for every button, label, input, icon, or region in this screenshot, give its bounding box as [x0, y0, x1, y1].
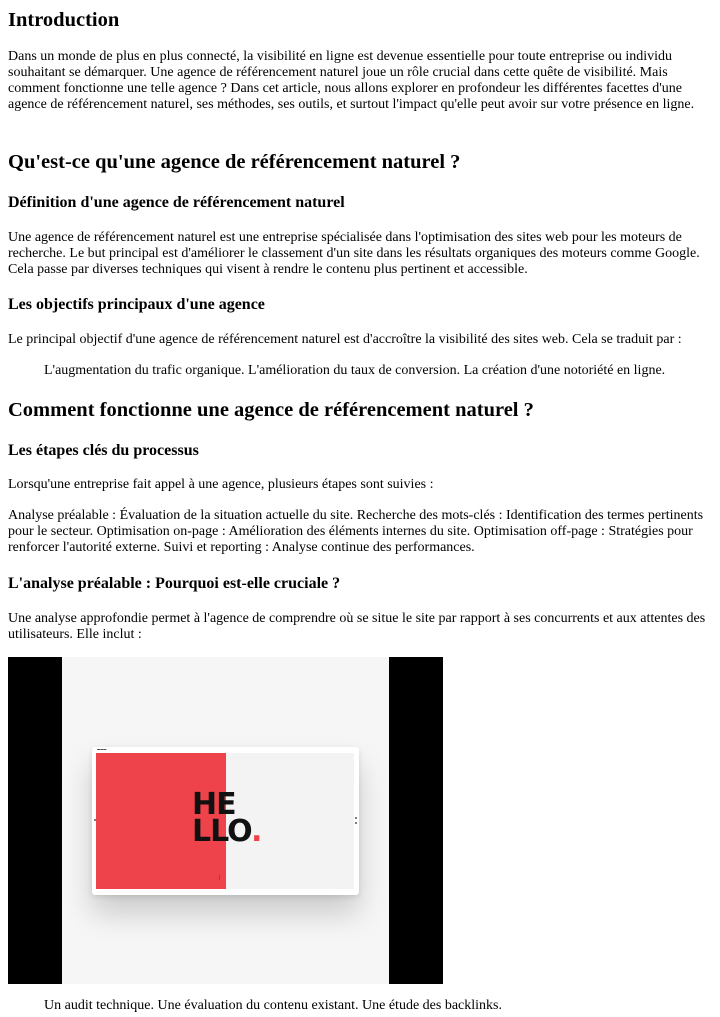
heading-definition: Définition d'une agence de référencement naturel [8, 194, 345, 211]
heading-key-steps: Les étapes clés du processus [8, 442, 199, 459]
nav-right-icon-2 [355, 822, 357, 824]
heading-how-it-works: Comment fonctionne une agence de référencement naturel ? [8, 399, 534, 421]
heading-objectives: Les objectifs principaux d'une agence [8, 296, 265, 313]
slide-text-line-2-label: LLO [192, 814, 252, 849]
paragraph-key-steps: Lorsqu'une entreprise fait appel à une agence, plusieurs étapes sont suivies : [8, 477, 434, 492]
paragraph-steps-list: Analyse préalable : Évaluation de la situation actuelle du site. Recherche des mots-clés : Identification des termes pertinents pour le secteur. Optimisation on-page : Amélioration des éléments internes du site. Optimisation off-page : Stratégies pour renforcer l'autorité externe. Suivi et reporting : Analyse continue des performances. [8, 508, 704, 555]
slide-tag-icon: ▬▬▬ [97, 747, 107, 751]
list-preliminary-analysis: Un audit technique. Une évaluation du contenu existant. Une étude des backlinks. [44, 998, 502, 1013]
heading-what-is-agency: Qu'est-ce qu'une agence de référencement naturel ? [8, 151, 461, 173]
paragraph-definition: Une agence de référencement naturel est une entreprise spécialisée dans l'optimisation des sites web pour les moteurs de recherche. Le but principal est d'améliorer le classement d'un site dans les résultats organiques des moteurs comme Google. Cela passe par diverses techniques qui visent à rendre le contenu plus pertinent et accessible. [8, 230, 700, 277]
image-canvas [62, 657, 389, 984]
slide-text-line-1: HE [192, 787, 236, 822]
nav-right-icon [355, 817, 357, 819]
slide-hello-text [192, 787, 262, 849]
slide-text-line-2 [192, 814, 262, 849]
slide-mark-icon [219, 875, 220, 880]
paragraph-preliminary-analysis: Une analyse approfondie permet à l'agence de comprendre où se situe le site par rapport à ses concurrents et aux attentes des utilisateurs. Elle inclut : [8, 611, 706, 642]
paragraph-objectives: Le principal objectif d'une agence de référencement naturel est d'accroître la visibilité des sites web. Cela se traduit par : [8, 332, 682, 347]
heading-preliminary-analysis: L'analyse préalable : Pourquoi est-elle cruciale ? [8, 575, 341, 592]
paragraph-introduction: Dans un monde de plus en plus connecté, la visibilité en ligne est devenue essentielle pour toute entreprise ou individu souhaitant se démarquer. Une agence de référencement naturel joue un rôle crucial dans cette quête de visibilité. Mais comment fonctionne une telle agence ? Dans cet article, nous allons explorer en profondeur les différentes facettes d'une agence de référencement naturel, ses méthodes, ses outils, et surtout l'impact qu'elle peut avoir sur votre présence en ligne. [8, 49, 695, 112]
list-objectives: L'augmentation du trafic organique. L'amélioration du taux de conversion. La création d'une notoriété en ligne. [44, 363, 666, 378]
embedded-image [8, 657, 443, 984]
heading-introduction: Introduction [8, 9, 120, 31]
slide-accent-dot: . [251, 814, 262, 849]
nav-left-icon [94, 819, 96, 821]
slide-mockup [92, 747, 359, 895]
